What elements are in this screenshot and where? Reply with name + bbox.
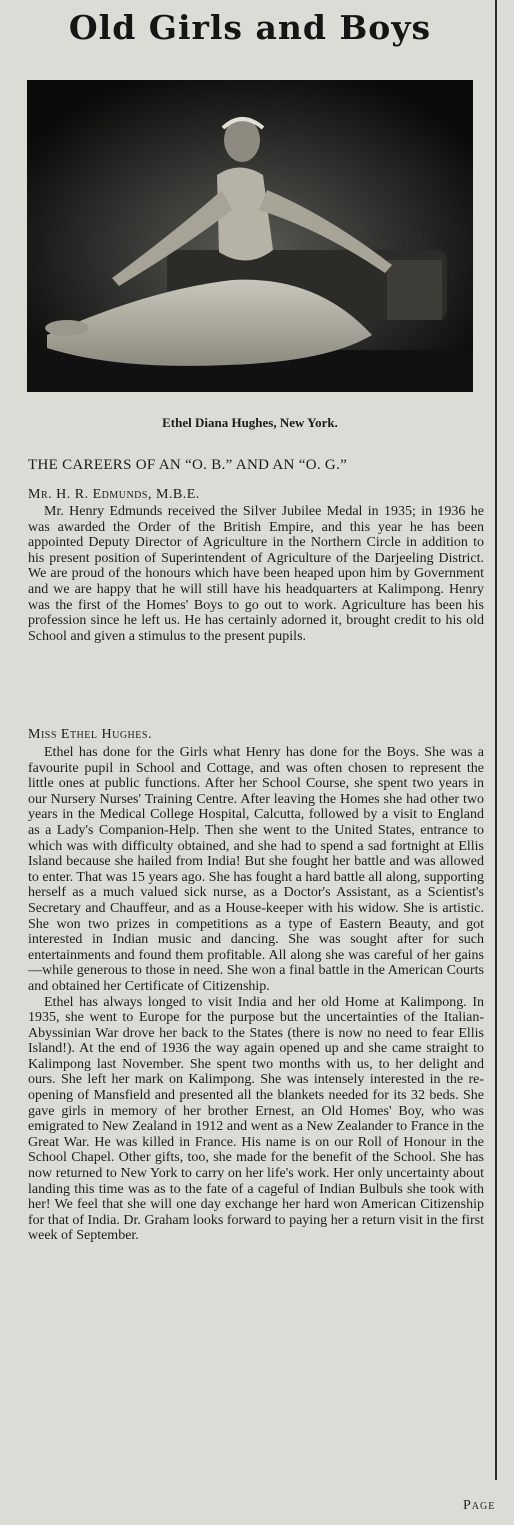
- section-body-edmunds: [28, 504, 484, 644]
- masthead-title: Old Girls and Boys: [68, 8, 432, 47]
- paragraph: Ethel has always longed to visit India and her old Home at Kalimpong. In 1935, she went to Europe for the purpose but the uncertainties of the Italian-Abyssinian War drove her back to the States (there is now no need to fear Ellis Island!). At the end of 1936 the way again opened up and she came straight to Kalimpong last November. She spent two months with us, to her delight and ours. She left her mark on Kalimpong. She was intensely interested in the re-opening of Mansfield and presented all the blankets needed for its 32 beds. She gave girls in memory of her brother Ernest, an Old Homes' Boy, who was emigrated to New Zealand in 1912 and went as a New Zealander to France in the Great War. He was killed in France. His name is on our Roll of Honour in the School Chapel. Other gifts, too, she made for the benefit of the School. She has now returned to New York to carry on her life's work. Her only uncertainty about landing this time was as to the fate of a cageful of Indian Bulbuls she took with her! We feel that she will one day exchange her hard won American Citizenship for that of India. Dr. Graham looks forward to paying her a return visit in the first week of September.: [28, 994, 484, 1244]
- paragraph: Ethel has done for the Girls what Henry has done for the Boys. She was a favourite pupil in School and Cottage, and was often chosen to represent the little ones at public functions. After her School Course, she spent two years in our Nursery Nurses' Training Centre. After leaving the Homes she had other two years in the Medical College Hospital, Calcutta, followed by a visit to England as a Lady's Companion-Help. Then she went to the United States, entrance to which was with difficulty obtained, and she had to spend a sad fortnight at Ellis Island because she hailed from India! But she fought her battle and was allowed to enter. That was 15 years ago. She has fought a hard battle all along, supporting herself as a much valued sick nurse, as a Doctor's Assistant, as a Scientist's Secretary and Chauffeur, and as a House-keeper with his widow. She is artistic. She won two prizes in competitions as a type of Eastern Beauty, and got interested in Indian music and dancing. She was sought after for such entertainments and found them profitable. All along she was careful of her gains—while generous to those in need. She won a final battle in the American Courts and obtained her Certificate of Citizenship.: [28, 745, 484, 994]
- section-body-hughes: [28, 745, 484, 1244]
- dancer-photo-graphic: [27, 80, 473, 392]
- column-rule: [495, 0, 497, 1480]
- portrait-photo: [27, 80, 473, 392]
- paragraph: Mr. Henry Edmunds received the Silver Jubilee Medal in 1935; in 1936 he was awarded the Order of the British Empire, and this year he has been appointed Deputy Director of Agriculture in the Northern Circle in addition to his present position of Superintendent of Agriculture of the Darjeeling District. We are proud of the honours which have been heaped upon him by Government and we are happy that he will still have his headquarters at Kalimpong. Henry was the first of the Homes' Boys to go out to work. Agriculture has been his profession since he left us. He has certainly adorned it, brought credit to his old School and given a stimulus to the present pupils.: [28, 504, 484, 644]
- section-subhead-hughes: Miss Ethel Hughes.: [28, 727, 152, 742]
- photo-caption: Ethel Diana Hughes, New York.: [162, 415, 338, 430]
- section-subhead-edmunds: Mr. H. R. Edmunds, M.B.E.: [28, 487, 200, 502]
- page-label: Page: [463, 1498, 496, 1513]
- article-heading: THE CAREERS OF AN “O. B.” AND AN “O. G.”: [28, 457, 348, 473]
